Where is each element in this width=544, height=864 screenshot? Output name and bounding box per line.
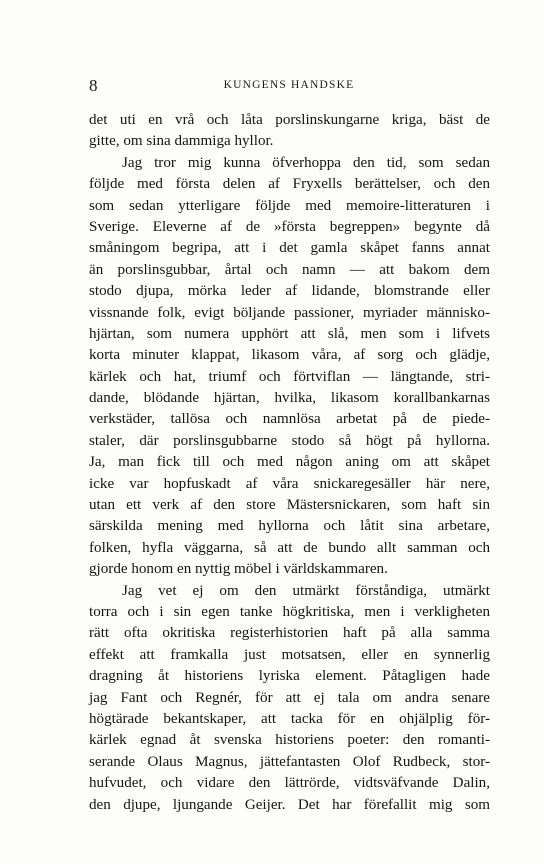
text-line: vissnande folk, evigt böljande passioner, myriader människo-	[89, 304, 490, 321]
text-line: dande, blödande hjärtan, hvilka, likasom korallbankarnas	[89, 390, 490, 407]
text-line: hufvudet, och vidare den lättrörde, vidtsväfvande Dalin,	[89, 775, 490, 792]
text-line: dragning åt historiens lyriska element. Påtagligen hade	[89, 668, 490, 685]
text-line: småningom begripa, att i det gamla skåpet fanns annat	[89, 240, 490, 257]
text-line: som sedan ytterligare följde med memoire-litteraturen i	[89, 197, 490, 214]
text-line: serande Olaus Magnus, jättefantasten Olof Rudbeck, stor-	[89, 753, 490, 770]
text-line: torra och i sin egen tanke högkritiska, men i verkligheten	[89, 603, 490, 620]
text-line: effekt att framkalla just motsatsen, eller en synnerlig	[89, 646, 490, 663]
page-number: 8	[89, 76, 98, 95]
text-line: följde med första delen af Fryxells berättelser, och den	[89, 176, 490, 193]
body-text	[89, 110, 490, 816]
text-line: icke var hopfuskadt af våra snickaregesäller här nere,	[89, 475, 490, 492]
text-line: verkstäder, tallösa och namnlösa arbetat på de piede-	[89, 411, 490, 428]
text-line: stodo djupa, mörka leder af lidande, blomstrande eller	[89, 283, 490, 300]
text-line: staler, där porslinsgubbarne stodo så högt på hyllorna.	[89, 432, 490, 449]
text-line: det uti en vrå och låta porslinskungarne kriga, bäst de	[89, 112, 490, 128]
text-line: rätt ofta okritiska registerhistorien haft på alla samma	[89, 625, 490, 642]
text-line: kärlek och hat, triumf och förtviflan — längtande, stri-	[89, 368, 490, 385]
running-head: KUNGENS HANDSKE	[223, 79, 355, 91]
text-line: kärlek egnad åt svenska historiens poeter: den romanti-	[89, 732, 490, 749]
text-line: särskilda mening med hyllorna och låtit sina arbetare,	[89, 518, 490, 535]
text-line: jag Fant och Regnér, för att ej tala om andra senare	[89, 689, 490, 706]
page-header	[89, 76, 489, 96]
text-line: gjorde honom en nyttig möbel i världskammaren.	[89, 561, 388, 578]
text-line: hjärtan, som numera upphört att slå, men som i lifvets	[89, 325, 490, 342]
text-line: Sverige. Eleverne af de »första begreppen» begynte då	[89, 218, 490, 235]
text-line: folken, hyfla väggarna, så att de bundo allt samman och	[89, 539, 490, 556]
text-line: utan ett verk af den store Mästersnickaren, som haft sin	[89, 497, 490, 514]
text-line: gitte, om sina dammiga hyllor.	[89, 133, 274, 150]
text-line: Ja, man fick till och med någon aning om att skåpet	[89, 454, 490, 471]
text-line: än porslinsgubbar, årtal och namn — att bakom dem	[89, 261, 490, 278]
text-line: Jag tror mig kunna öfverhoppa den tid, som sedan	[122, 154, 490, 171]
text-line: högtärade bekantskaper, att tacka för en ohjälplig för-	[89, 710, 490, 727]
text-line: Jag vet ej om den utmärkt förståndiga, utmärkt	[122, 582, 490, 599]
text-line: korta minuter klappat, likasom våra, af sorg och glädje,	[89, 347, 490, 364]
text-line: den djupe, ljungande Geijer. Det har förefallit mig som	[89, 796, 490, 813]
